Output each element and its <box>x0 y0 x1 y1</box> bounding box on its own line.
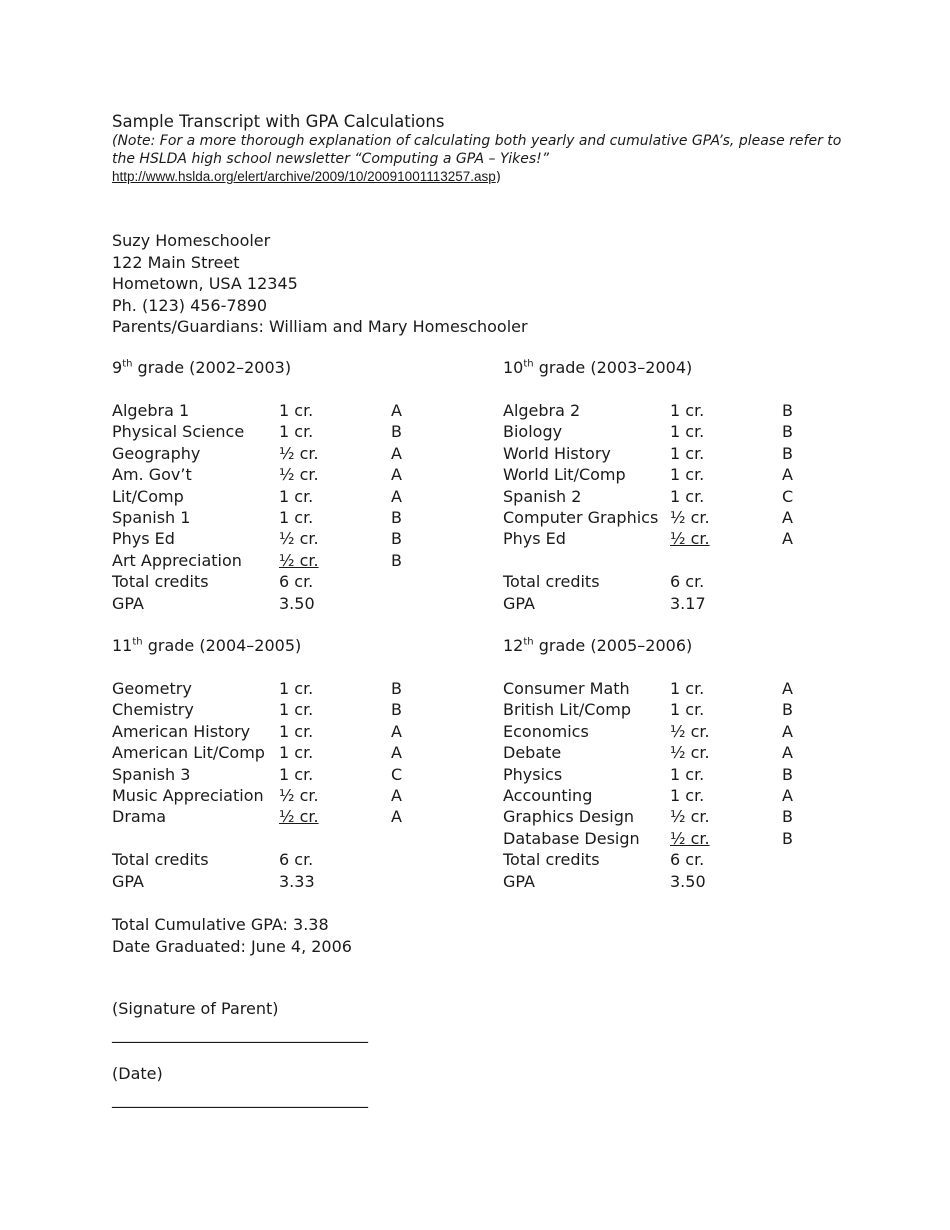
grade-number: 12 <box>503 636 524 655</box>
course-name: Spanish 1 <box>112 507 191 527</box>
grade-ordinal-suffix: th <box>132 636 143 648</box>
course-credit: 1 cr. <box>279 764 314 784</box>
course-grade: A <box>391 785 402 805</box>
table-row <box>112 721 472 742</box>
note-url-line <box>112 168 852 186</box>
course-credit: ½ cr. <box>670 743 710 763</box>
course-grade: A <box>391 807 402 827</box>
course-credit: 1 cr. <box>279 507 314 527</box>
course-name: Economics <box>503 721 589 741</box>
grade-ordinal-suffix: th <box>523 636 534 648</box>
table-row <box>112 806 472 827</box>
table-row <box>112 550 472 571</box>
course-name: Computer Graphics <box>503 507 659 527</box>
table-row <box>112 507 472 528</box>
course-grade: B <box>391 550 402 570</box>
table-row <box>503 421 863 442</box>
grade-years: grade (2002–2003) <box>132 358 292 377</box>
grade-heading <box>503 635 863 657</box>
grade-ordinal-suffix: th <box>523 358 534 370</box>
table-row <box>503 721 863 742</box>
table-row <box>503 699 863 720</box>
table-row <box>112 421 472 442</box>
course-name: American Lit/Comp <box>112 743 265 763</box>
course-grade: B <box>391 507 402 527</box>
date-label: (Date) <box>112 1064 163 1083</box>
course-grade: A <box>782 679 793 698</box>
course-name: Biology <box>503 422 563 442</box>
course-credit: 6 cr. <box>279 572 314 592</box>
note-text: (Note: For a more thorough explanation of calculating both yearly and cumulative GPA’s, please refer to the HSLDA high school newsletter “Computing a GPA – Yikes!” <box>112 133 842 167</box>
course-grade: A <box>782 743 793 763</box>
total-credits-row <box>503 849 863 870</box>
course-grade: A <box>391 443 402 463</box>
course-name: Geometry <box>112 679 192 698</box>
student-street: 122 Main Street <box>112 252 240 272</box>
course-credit: 6 cr. <box>670 572 705 592</box>
gpa-row <box>503 871 863 892</box>
course-name: Database Design <box>503 828 640 848</box>
course-grade: B <box>391 422 402 442</box>
course-name: Drama <box>112 807 167 827</box>
course-name: Music Appreciation <box>112 785 264 805</box>
course-grade: B <box>782 828 793 848</box>
gpa-row <box>112 871 472 892</box>
table-row <box>112 400 472 421</box>
table-row <box>112 742 472 763</box>
course-grade: B <box>782 401 793 420</box>
course-name: World History <box>503 443 611 463</box>
student-name: Suzy Homeschooler <box>112 231 271 250</box>
table-row <box>112 443 472 464</box>
course-credit: 1 cr. <box>279 700 314 720</box>
course-grade: B <box>782 422 793 442</box>
course-credit: 1 cr. <box>670 700 705 720</box>
table-row <box>112 678 472 699</box>
table-row <box>112 464 472 485</box>
course-name: Total credits <box>503 850 600 870</box>
course-name: Spanish 2 <box>503 486 582 506</box>
cumulative-gpa: Total Cumulative GPA: 3.38 <box>112 915 329 934</box>
grade-number: 9 <box>112 358 123 377</box>
course-name: Physics <box>503 764 563 784</box>
course-credit: 1 cr. <box>670 679 705 698</box>
course-grade: A <box>391 743 402 763</box>
course-grade: B <box>391 679 402 698</box>
course-name: American History <box>112 721 251 741</box>
course-credit: 1 cr. <box>670 443 705 463</box>
course-grade: B <box>391 529 402 549</box>
table-row <box>112 785 472 806</box>
grade-years: grade (2004–2005) <box>142 636 302 655</box>
course-grade: A <box>782 465 793 485</box>
course-credit: ½ cr. <box>670 507 710 527</box>
grade-number: 11 <box>112 636 133 655</box>
parent-signature-line: ________________________________ <box>112 1024 368 1043</box>
course-credit: 1 cr. <box>279 679 314 698</box>
course-name: Phys Ed <box>503 529 566 549</box>
table-row <box>503 507 863 528</box>
summary-block <box>112 914 352 957</box>
course-name: Art Appreciation <box>112 550 242 570</box>
grade-heading <box>112 357 472 379</box>
course-name: Graphics Design <box>503 807 634 827</box>
course-grade: A <box>391 486 402 506</box>
course-name: Spanish 3 <box>112 764 191 784</box>
course-name: GPA <box>112 593 144 613</box>
table-row <box>503 806 863 827</box>
course-name: Lit/Comp <box>112 486 184 506</box>
course-name: Total credits <box>503 572 600 592</box>
course-grade: C <box>391 764 403 784</box>
gpa-row <box>112 593 472 614</box>
course-name: GPA <box>503 871 535 891</box>
grade-number: 10 <box>503 358 524 377</box>
course-name: GPA <box>112 871 144 891</box>
grade-block-12 <box>503 635 863 892</box>
grade-years: grade (2003–2004) <box>533 358 693 377</box>
course-name: Consumer Math <box>503 679 630 698</box>
table-row <box>503 400 863 421</box>
course-grade: C <box>782 486 794 506</box>
course-name: Geography <box>112 443 201 463</box>
course-credit: 1 cr. <box>670 465 705 485</box>
student-city: Hometown, USA 12345 <box>112 274 298 293</box>
course-credit: 1 cr. <box>279 486 314 506</box>
gpa-row <box>503 593 863 614</box>
course-name: Physical Science <box>112 422 245 442</box>
date-line: ________________________________ <box>112 1089 368 1108</box>
course-credit: ½ cr. <box>279 807 319 827</box>
course-name: GPA <box>503 593 535 613</box>
course-name: Accounting <box>503 785 593 805</box>
course-credit: ½ cr. <box>279 443 319 463</box>
grade-heading <box>112 635 472 657</box>
course-grade: A <box>782 529 793 549</box>
course-grade: A <box>782 507 793 527</box>
student-parents: Parents/Guardians: William and Mary Homeschooler <box>112 317 528 336</box>
course-name: Debate <box>503 743 562 763</box>
course-credit: ½ cr. <box>279 465 319 485</box>
course-credit: 3.33 <box>279 871 315 891</box>
course-credit: 1 cr. <box>279 422 314 442</box>
date-graduated: Date Graduated: June 4, 2006 <box>112 936 352 956</box>
hslda-link[interactable]: http://www.hslda.org/elert/archive/2009/10/20091001113257.asp <box>112 169 496 184</box>
course-name: Total credits <box>112 850 209 870</box>
course-credit: 1 cr. <box>279 743 314 763</box>
course-credit: 3.50 <box>670 871 706 891</box>
course-credit: 1 cr. <box>670 764 705 784</box>
course-name: Chemistry <box>112 700 194 720</box>
course-credit: 3.17 <box>670 593 706 613</box>
course-grade: A <box>391 465 402 485</box>
course-name: World Lit/Comp <box>503 465 626 485</box>
grade-block-9 <box>112 357 472 614</box>
total-credits-row <box>112 571 472 592</box>
course-credit: ½ cr. <box>279 785 319 805</box>
course-credit: ½ cr. <box>670 807 710 827</box>
course-grade: A <box>782 785 793 805</box>
table-row <box>112 528 472 549</box>
table-row <box>503 486 863 507</box>
student-phone: Ph. (123) 456-7890 <box>112 295 268 315</box>
course-grade: B <box>782 443 793 463</box>
course-grade: A <box>391 721 402 741</box>
course-credit: ½ cr. <box>670 721 710 741</box>
total-credits-row <box>503 571 863 592</box>
url-close-paren: ) <box>495 169 502 185</box>
table-row <box>503 742 863 763</box>
course-grade: A <box>391 401 402 420</box>
course-name: Algebra 2 <box>503 401 581 420</box>
course-name: Algebra 1 <box>112 401 190 420</box>
course-grade: B <box>782 700 793 720</box>
course-grade: A <box>782 721 793 741</box>
course-grade: B <box>782 807 793 827</box>
course-credit: 3.50 <box>279 593 315 613</box>
grade-block-10 <box>503 357 863 614</box>
course-name: British Lit/Comp <box>503 700 632 720</box>
grade-heading <box>503 357 863 379</box>
table-row <box>503 828 863 849</box>
course-credit: ½ cr. <box>670 828 710 848</box>
grade-block-11 <box>112 635 472 892</box>
table-row <box>503 785 863 806</box>
course-credit: 1 cr. <box>279 721 314 741</box>
total-credits-row <box>112 849 472 870</box>
course-credit: 1 cr. <box>670 401 705 420</box>
course-name: Phys Ed <box>112 529 175 549</box>
course-credit: 6 cr. <box>670 850 705 870</box>
course-grade: B <box>391 700 402 720</box>
transcript-header <box>112 112 852 338</box>
student-address-block <box>112 230 852 338</box>
course-credit: ½ cr. <box>670 529 710 549</box>
table-row <box>503 678 863 699</box>
table-row <box>112 699 472 720</box>
course-credit: 6 cr. <box>279 850 314 870</box>
document-title: Sample Transcript with GPA Calculations <box>112 112 445 131</box>
course-credit: 1 cr. <box>670 785 705 805</box>
parent-signature-label: (Signature of Parent) <box>112 999 279 1018</box>
course-credit: ½ cr. <box>279 529 319 549</box>
table-row <box>503 464 863 485</box>
course-credit: 1 cr. <box>670 486 705 506</box>
course-credit: 1 cr. <box>670 422 705 442</box>
course-grade: B <box>782 764 793 784</box>
grade-ordinal-suffix: th <box>122 358 133 370</box>
course-name: Total credits <box>112 572 209 592</box>
course-name: Am. Gov’t <box>112 465 192 485</box>
table-row <box>112 764 472 785</box>
course-credit: ½ cr. <box>279 550 319 570</box>
table-row <box>503 443 863 464</box>
grade-years: grade (2005–2006) <box>533 636 693 655</box>
course-credit: 1 cr. <box>279 401 314 420</box>
table-row <box>503 764 863 785</box>
table-row <box>503 528 863 549</box>
table-row <box>112 486 472 507</box>
